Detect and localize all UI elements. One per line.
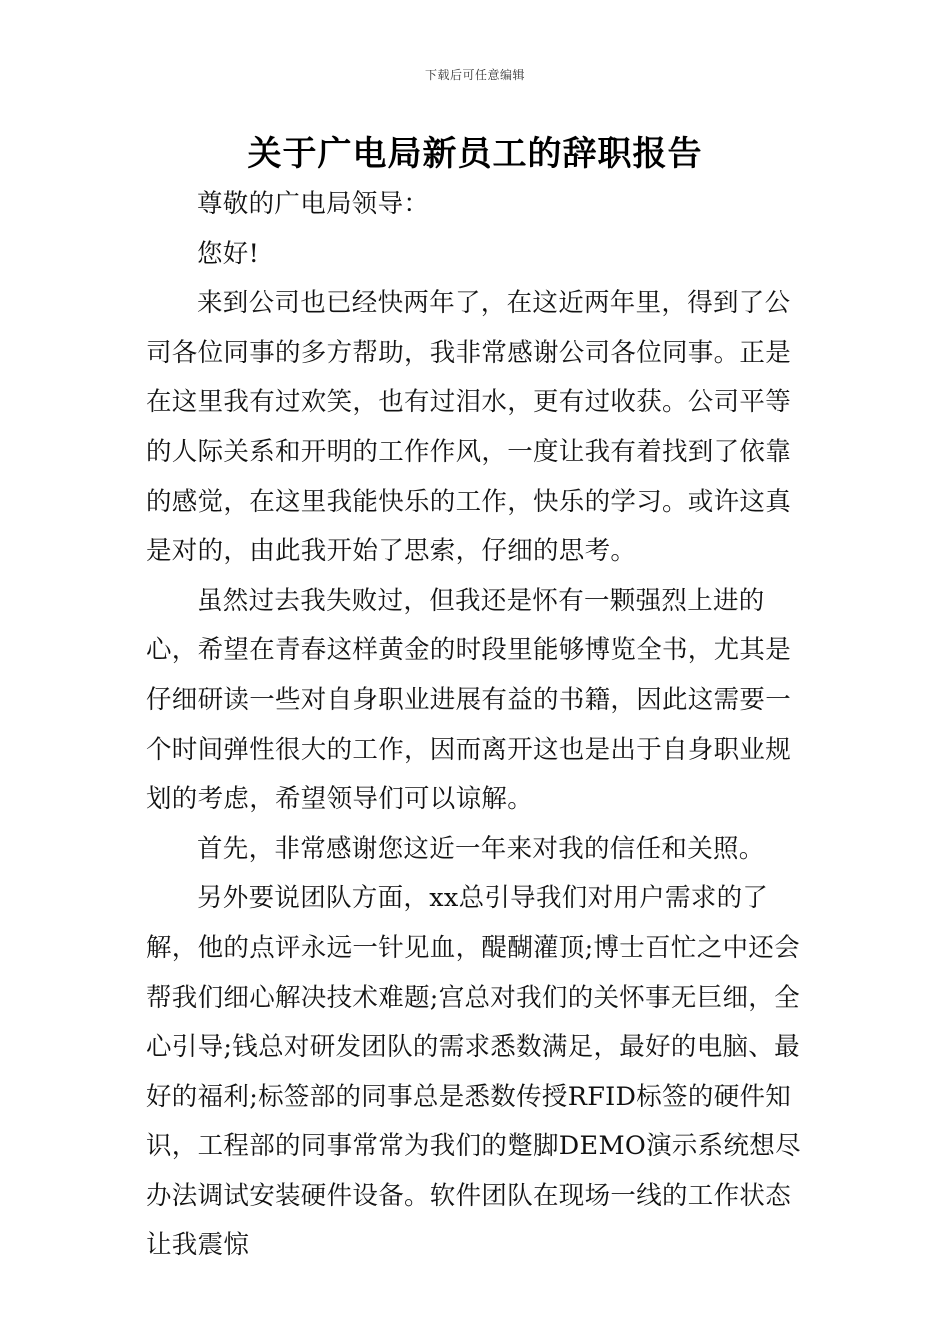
paragraph: 来到公司也已经快两年了，在这近两年里，得到了公司各位同事的多方帮助，我非常感谢公司各位同事。正是在这里我有过欢笑，也有过泪水，更有过收获。公司平等的人际关系和开明的工作作风，一度让我有着找到了依靠的感觉，在这里我能快乐的工作，快乐的学习。或许这真是对的，由此我开始了思索，仔细的思考。 bbox=[146, 288, 792, 567]
paragraph: 另外要说团队方面，xx总引导我们对用户需求的了解，他的点评永远一针见血，醍醐灌顶;博士百忙之中还会帮我们细心解决技术难题;宫总对我们的关怀事无巨细，全心引导;钱总对研发团队的需求悉数满足，最好的电脑、最好的福利;标签部的同事总是悉数传授RFID标签的硬件知识，工程部的同事常常为我们的蹩脚DEMO演示系统想尽办法调试安装硬件设备。软件团队在现场一线的工作状态让我震惊 bbox=[146, 883, 801, 1261]
paragraph: 首先，非常感谢您这近一年来对我的信任和关照。 bbox=[197, 833, 765, 864]
paragraph: 虽然过去我失败过，但我还是怀有一颗强烈上进的心，希望在青春这样黄金的时段里能够博览全书，尤其是仔细研读一些对自身职业进展有益的书籍，因此这需要一个时间弹性很大的工作，因而离开这也是出于自身职业规划的考虑，希望领导们可以谅解。 bbox=[146, 585, 792, 815]
greeting: 您好! bbox=[197, 238, 260, 269]
salutation: 尊敬的广电局领导： bbox=[197, 189, 430, 219]
header-note: 下载后可任意编辑 bbox=[424, 68, 525, 82]
document-body bbox=[146, 180, 816, 1271]
document-title: 关于广电局新员工的辞职报告 bbox=[247, 134, 703, 174]
